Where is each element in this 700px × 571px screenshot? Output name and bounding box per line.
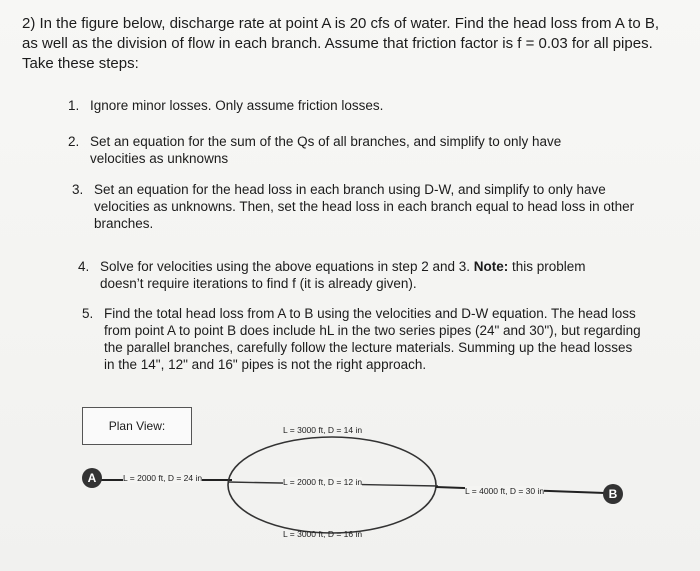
step-text: Find the total head loss from A to B using the velocities and D-W equation. The head loss from point A to point B does include hL in the two series pipes (24" and 30"), but regarding the parallel branches, carefully follow the lecture materials. Summing up the head losses in the 14", 12" and 16" pipes is not the right approach. [104,306,641,372]
step-text: Solve for velocities using the above equations in step 2 and 3. [100,259,474,274]
pipe-inlet-label: L = 2000 ft, D = 24 in [123,473,203,483]
problem-statement: 2) In the figure below, discharge rate at point A is 20 cfs of water. Find the head loss from A to B, as well as the division of flow in each branch. Assume that friction factor is f = 0.03 for all pipes. Take these steps: [22,15,660,72]
step-text: Ignore minor losses. Only assume friction losses. [90,98,384,113]
pipe-outlet-label: L = 4000 ft, D = 30 in [465,486,545,496]
step-number: 5. [82,306,94,321]
pipe-top-label: L = 3000 ft, D = 14 in [283,425,363,435]
node-a: A [82,468,102,488]
step-number: 4. [78,259,90,274]
step-number: 2. [68,134,80,149]
step-number: 1. [68,98,80,113]
step-text: Set an equation for the head loss in each branch using D-W, and simplify to only have velocities as unknowns. Then, set the head loss in each branch equal to head loss in other branches. [94,182,635,231]
plan-view-box: Plan View: [82,407,192,445]
pipe-bottom-label: L = 3000 ft, D = 16 in [283,529,363,539]
step-text: Set an equation for the sum of the Qs of all branches, and simplify to only have velocities as unknowns [90,134,562,166]
step-text: this problem doesn’t require iterations to find f (it is already given). [100,259,586,291]
pipe-middle-label: L = 2000 ft, D = 12 in [283,477,363,487]
node-b: B [603,484,623,504]
note-label: Note: [473,259,509,274]
step-number: 3. [72,182,84,197]
